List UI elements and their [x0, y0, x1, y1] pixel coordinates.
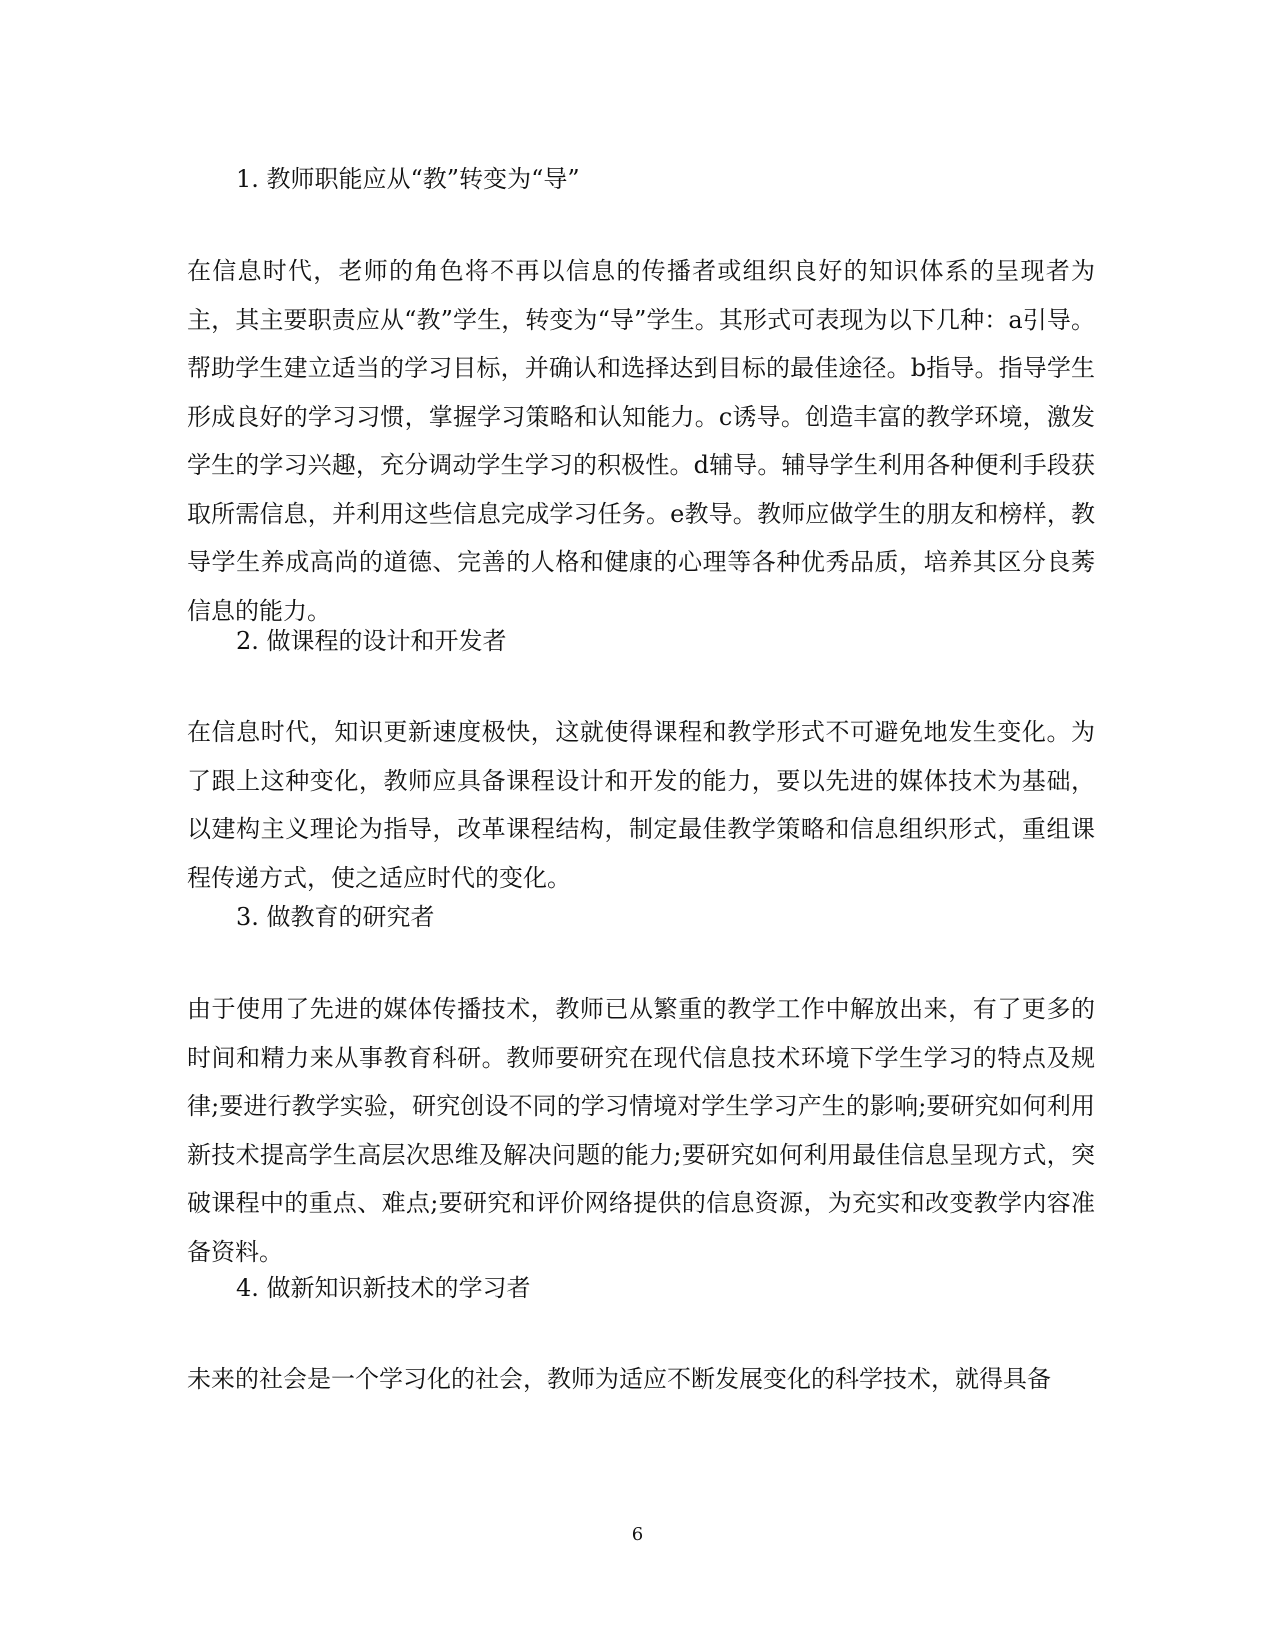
section-heading-1: 1. 教师职能应从“教”转变为“导” [236, 165, 580, 193]
section-body-3: 由于使用了先进的媒体传播技术，教师已从繁重的教学工作中解放出来，有了更多的时间和精力来从事教育科研。教师要研究在现代信息技术环境下学生学习的特点及规律;要进行教学实验，研究创设不同的学习情境对学生学习产生的影响;要研究如何利用新技术提高学生高层次思维及解决问题的能力;要研究如何利用最佳信息呈现方式，突破课程中的重点、难点;要研究和评价网络提供的信息资源，为充实和改变教学内容准备资料。 [187, 995, 1095, 1266]
section-heading-3: 3. 做教育的研究者 [236, 903, 435, 931]
section-body-2: 在信息时代，知识更新速度极快，这就使得课程和教学形式不可避免地发生变化。为了跟上这种变化，教师应具备课程设计和开发的能力，要以先进的媒体技术为基础，以建构主义理论为指导，改革课程结构，制定最佳教学策略和信息组织形式，重组课程传递方式，使之适应时代的变化。 [187, 718, 1095, 892]
section-heading-4: 4. 做新知识新技术的学习者 [236, 1274, 531, 1302]
section-body-1: 在信息时代，老师的角色将不再以信息的传播者或组织良好的知识体系的呈现者为主，其主要职责应从“教”学生，转变为“导”学生。其形式可表现为以下几种：a引导。帮助学生建立适当的学习目标，并确认和选择达到目标的最佳途径。b指导。指导学生形成良好的学习习惯，掌握学习策略和认知能力。c诱导。创造丰富的教学环境，激发学生的学习兴趣，充分调动学生学习的积极性。d辅导。辅导学生利用各种便利手段获取所需信息，并利用这些信息完成学习任务。e教导。教师应做学生的朋友和榜样，教导学生养成高尚的道德、完善的人格和健康的心理等各种优秀品质，培养其区分良莠信息的能力。 [187, 257, 1095, 625]
section-body-4: 未来的社会是一个学习化的社会，教师为适应不断发展变化的科学技术，就得具备 [187, 1365, 1051, 1393]
page-number: 6 [631, 1524, 644, 1545]
section-heading-2: 2. 做课程的设计和开发者 [236, 627, 507, 655]
